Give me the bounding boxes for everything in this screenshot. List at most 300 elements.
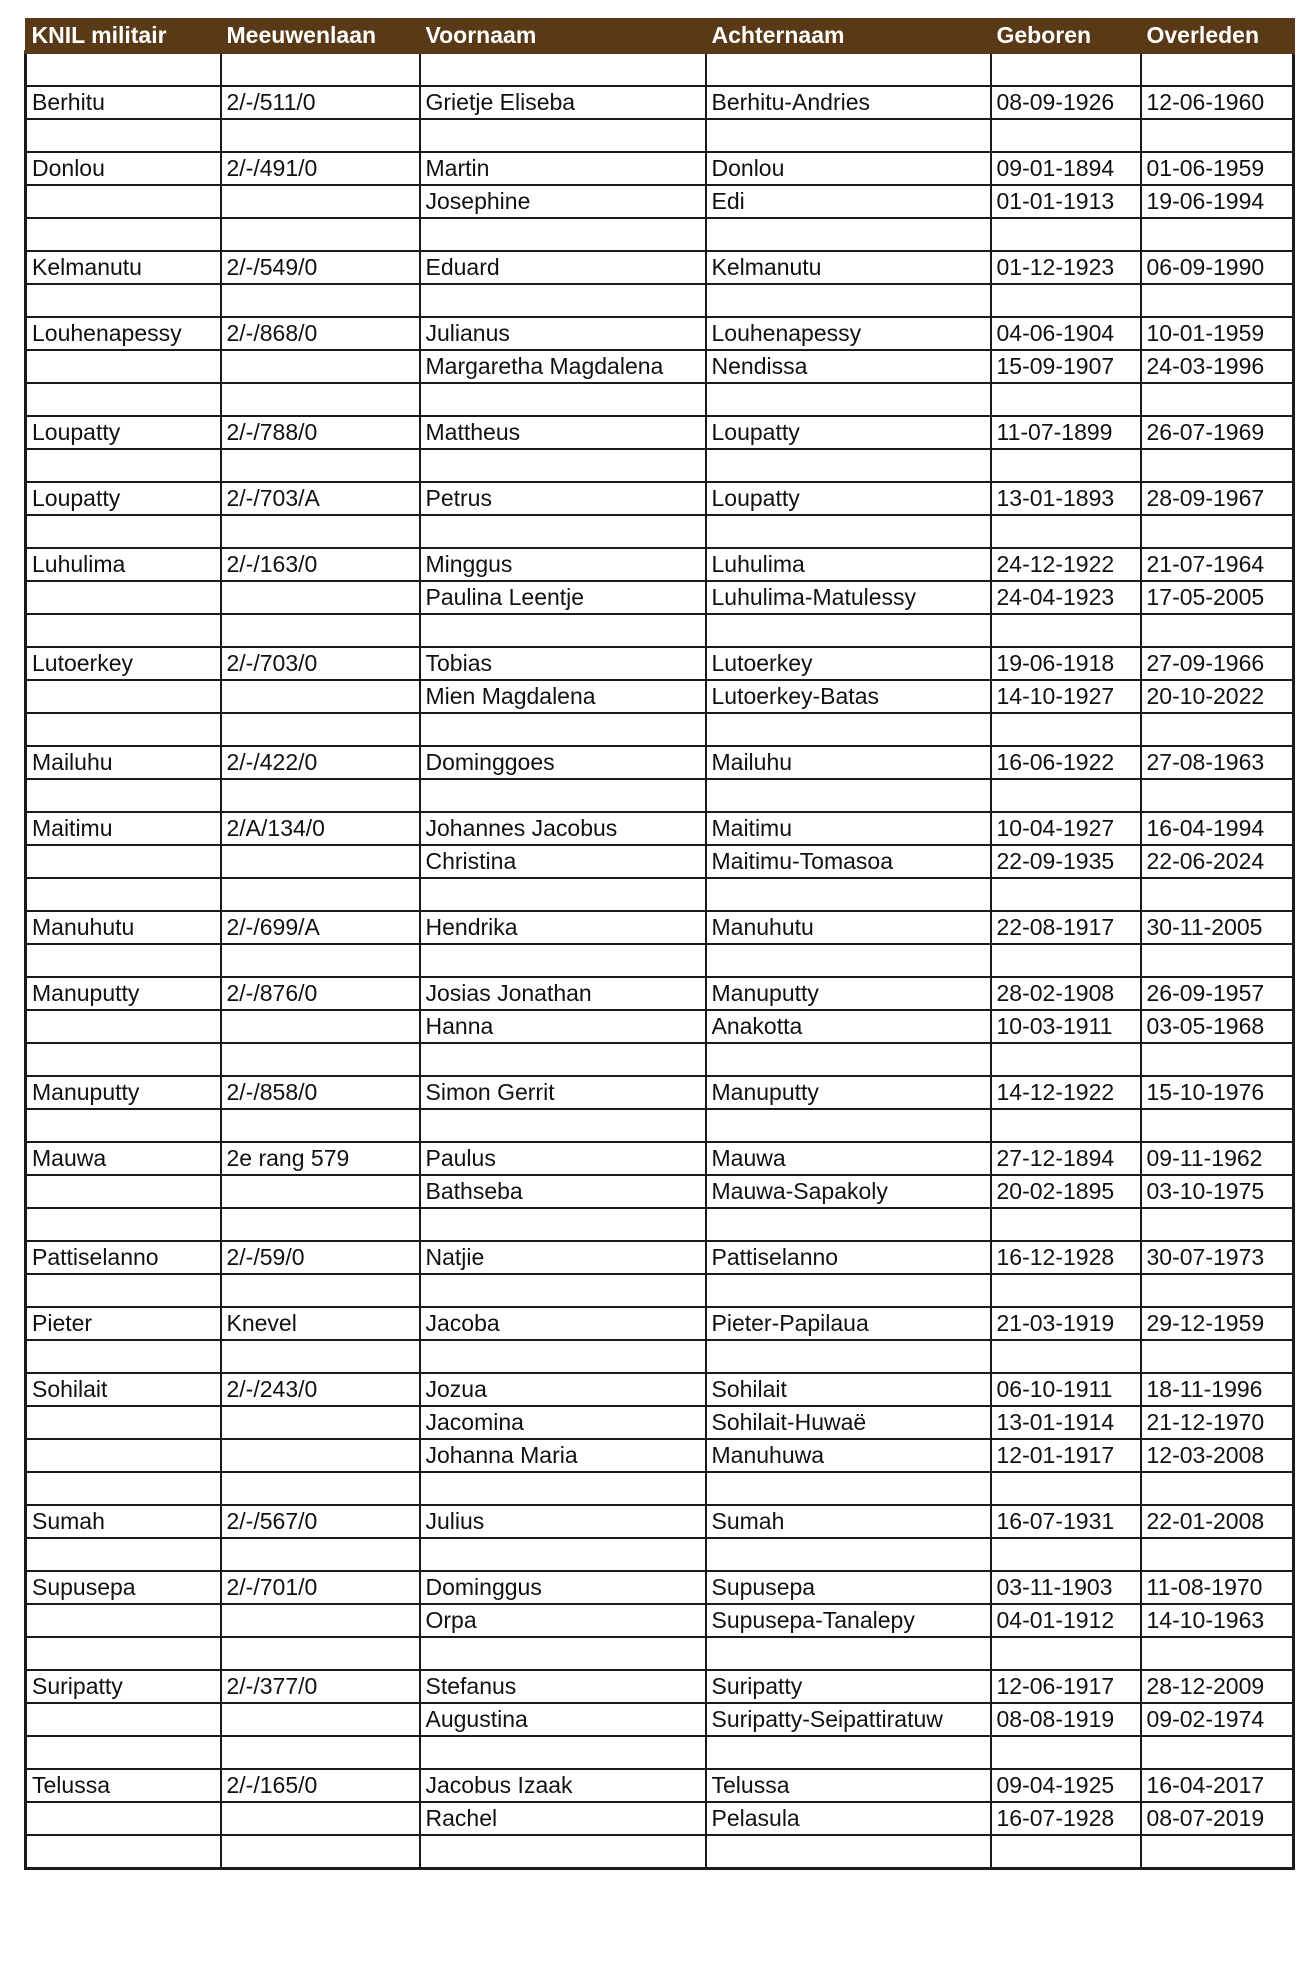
cell-knil-militair: Maitimu: [26, 812, 221, 845]
table-row: [26, 1109, 1294, 1142]
table-row: [26, 1010, 1294, 1043]
cell-overleden: 03-05-1968: [1141, 1010, 1294, 1043]
table-row: [26, 1604, 1294, 1637]
table-row: [26, 52, 1294, 86]
table-body: [26, 52, 1294, 1869]
cell-knil-militair: [26, 449, 221, 482]
cell-voornaam: Josias Jonathan: [420, 977, 706, 1010]
cell-geboren: 16-06-1922: [991, 746, 1141, 779]
cell-overleden: 14-10-1963: [1141, 1604, 1294, 1637]
cell-voornaam: [420, 1208, 706, 1241]
table-row: [26, 1703, 1294, 1736]
cell-achternaam: [706, 1043, 991, 1076]
cell-meeuwenlaan: [221, 1439, 420, 1472]
cell-overleden: 09-02-1974: [1141, 1703, 1294, 1736]
cell-meeuwenlaan: [221, 185, 420, 218]
cell-meeuwenlaan: [221, 1802, 420, 1835]
cell-meeuwenlaan: 2/-/59/0: [221, 1241, 420, 1274]
cell-geboren: [991, 944, 1141, 977]
cell-voornaam: Jacoba: [420, 1307, 706, 1340]
cell-voornaam: [420, 878, 706, 911]
cell-geboren: [991, 515, 1141, 548]
cell-voornaam: Tobias: [420, 647, 706, 680]
cell-meeuwenlaan: [221, 515, 420, 548]
cell-achternaam: Loupatty: [706, 416, 991, 449]
cell-meeuwenlaan: [221, 1604, 420, 1637]
cell-knil-militair: Loupatty: [26, 482, 221, 515]
table-row: [26, 977, 1294, 1010]
cell-knil-militair: Pattiselanno: [26, 1241, 221, 1274]
table-row: [26, 1505, 1294, 1538]
header-row: [26, 19, 1294, 52]
table-row: [26, 1472, 1294, 1505]
cell-overleden: [1141, 449, 1294, 482]
cell-achternaam: [706, 878, 991, 911]
cell-meeuwenlaan: [221, 713, 420, 746]
cell-meeuwenlaan: 2/A/134/0: [221, 812, 420, 845]
cell-geboren: 22-08-1917: [991, 911, 1141, 944]
cell-overleden: 21-07-1964: [1141, 548, 1294, 581]
cell-achternaam: [706, 515, 991, 548]
cell-knil-militair: Sumah: [26, 1505, 221, 1538]
cell-geboren: 24-04-1923: [991, 581, 1141, 614]
cell-achternaam: Pieter-Papilaua: [706, 1307, 991, 1340]
table-row: [26, 1406, 1294, 1439]
cell-geboren: 03-11-1903: [991, 1571, 1141, 1604]
cell-knil-militair: Kelmanutu: [26, 251, 221, 284]
cell-meeuwenlaan: [221, 119, 420, 152]
cell-knil-militair: [26, 1604, 221, 1637]
cell-achternaam: [706, 119, 991, 152]
cell-overleden: [1141, 1208, 1294, 1241]
cell-meeuwenlaan: 2/-/243/0: [221, 1373, 420, 1406]
table-row: [26, 515, 1294, 548]
table-row: [26, 1439, 1294, 1472]
cell-achternaam: [706, 1472, 991, 1505]
cell-geboren: 08-09-1926: [991, 86, 1141, 119]
cell-voornaam: Minggus: [420, 548, 706, 581]
cell-knil-militair: [26, 515, 221, 548]
cell-meeuwenlaan: [221, 1010, 420, 1043]
cell-voornaam: [420, 1736, 706, 1769]
table-row: [26, 680, 1294, 713]
cell-geboren: [991, 1274, 1141, 1307]
cell-voornaam: Jacomina: [420, 1406, 706, 1439]
cell-knil-militair: Supusepa: [26, 1571, 221, 1604]
cell-overleden: [1141, 1637, 1294, 1670]
cell-voornaam: [420, 614, 706, 647]
cell-achternaam: Pelasula: [706, 1802, 991, 1835]
cell-achternaam: [706, 52, 991, 86]
cell-meeuwenlaan: [221, 944, 420, 977]
table-row: [26, 383, 1294, 416]
cell-achternaam: Anakotta: [706, 1010, 991, 1043]
cell-knil-militair: [26, 713, 221, 746]
cell-knil-militair: [26, 614, 221, 647]
cell-overleden: 12-03-2008: [1141, 1439, 1294, 1472]
cell-achternaam: [706, 1637, 991, 1670]
cell-geboren: [991, 383, 1141, 416]
table-row: [26, 1241, 1294, 1274]
cell-geboren: [991, 284, 1141, 317]
cell-meeuwenlaan: Knevel: [221, 1307, 420, 1340]
cell-overleden: 20-10-2022: [1141, 680, 1294, 713]
table-row: [26, 317, 1294, 350]
cell-geboren: 11-07-1899: [991, 416, 1141, 449]
cell-voornaam: [420, 1538, 706, 1571]
cell-overleden: 09-11-1962: [1141, 1142, 1294, 1175]
cell-geboren: [991, 1637, 1141, 1670]
cell-voornaam: Petrus: [420, 482, 706, 515]
cell-voornaam: Mattheus: [420, 416, 706, 449]
cell-knil-militair: Lutoerkey: [26, 647, 221, 680]
cell-achternaam: Suripatty: [706, 1670, 991, 1703]
grave-register-sheet: [24, 18, 1292, 1870]
cell-overleden: 22-06-2024: [1141, 845, 1294, 878]
table-row: [26, 1670, 1294, 1703]
table-row: [26, 1637, 1294, 1670]
cell-overleden: [1141, 1274, 1294, 1307]
cell-meeuwenlaan: [221, 1637, 420, 1670]
cell-geboren: [991, 1538, 1141, 1571]
cell-voornaam: Bathseba: [420, 1175, 706, 1208]
cell-knil-militair: Loupatty: [26, 416, 221, 449]
cell-overleden: [1141, 1835, 1294, 1869]
cell-knil-militair: [26, 1802, 221, 1835]
table-row: [26, 1142, 1294, 1175]
cell-geboren: [991, 1736, 1141, 1769]
cell-knil-militair: Mailuhu: [26, 746, 221, 779]
table-row: [26, 548, 1294, 581]
cell-voornaam: [420, 1637, 706, 1670]
cell-geboren: 01-12-1923: [991, 251, 1141, 284]
cell-overleden: [1141, 944, 1294, 977]
table-row: [26, 185, 1294, 218]
header-voornaam: Voornaam: [420, 19, 706, 52]
cell-achternaam: [706, 779, 991, 812]
cell-achternaam: Supusepa-Tanalepy: [706, 1604, 991, 1637]
cell-overleden: 17-05-2005: [1141, 581, 1294, 614]
table-row: [26, 350, 1294, 383]
cell-achternaam: Manuhutu: [706, 911, 991, 944]
cell-overleden: 16-04-2017: [1141, 1769, 1294, 1802]
table-row: [26, 1802, 1294, 1835]
table-row: [26, 1208, 1294, 1241]
cell-geboren: 16-07-1928: [991, 1802, 1141, 1835]
cell-meeuwenlaan: [221, 779, 420, 812]
cell-geboren: [991, 1208, 1141, 1241]
cell-geboren: [991, 614, 1141, 647]
cell-overleden: [1141, 218, 1294, 251]
cell-voornaam: [420, 1109, 706, 1142]
header-geboren: Geboren: [991, 19, 1141, 52]
cell-geboren: 01-01-1913: [991, 185, 1141, 218]
table-row: [26, 416, 1294, 449]
table-row: [26, 1175, 1294, 1208]
cell-achternaam: [706, 1109, 991, 1142]
cell-achternaam: [706, 1340, 991, 1373]
cell-voornaam: Orpa: [420, 1604, 706, 1637]
table-row: [26, 1307, 1294, 1340]
cell-overleden: [1141, 1538, 1294, 1571]
cell-meeuwenlaan: [221, 350, 420, 383]
cell-knil-militair: [26, 119, 221, 152]
cell-geboren: 10-04-1927: [991, 812, 1141, 845]
cell-voornaam: Paulina Leentje: [420, 581, 706, 614]
table-row: [26, 152, 1294, 185]
cell-geboren: 12-06-1917: [991, 1670, 1141, 1703]
table-row: [26, 1043, 1294, 1076]
cell-voornaam: Simon Gerrit: [420, 1076, 706, 1109]
cell-voornaam: Julius: [420, 1505, 706, 1538]
table-row: [26, 119, 1294, 152]
cell-voornaam: Dominggoes: [420, 746, 706, 779]
cell-overleden: [1141, 1736, 1294, 1769]
cell-meeuwenlaan: [221, 1703, 420, 1736]
cell-knil-militair: [26, 845, 221, 878]
cell-voornaam: [420, 284, 706, 317]
cell-voornaam: [420, 383, 706, 416]
cell-meeuwenlaan: 2/-/701/0: [221, 1571, 420, 1604]
cell-meeuwenlaan: [221, 383, 420, 416]
cell-achternaam: [706, 284, 991, 317]
header-achternaam: Achternaam: [706, 19, 991, 52]
cell-achternaam: [706, 1736, 991, 1769]
cell-voornaam: [420, 449, 706, 482]
cell-overleden: [1141, 878, 1294, 911]
cell-knil-militair: Louhenapessy: [26, 317, 221, 350]
table-row: [26, 1274, 1294, 1307]
cell-knil-militair: Telussa: [26, 1769, 221, 1802]
cell-voornaam: Jozua: [420, 1373, 706, 1406]
cell-voornaam: Mien Magdalena: [420, 680, 706, 713]
cell-geboren: [991, 1109, 1141, 1142]
cell-achternaam: Manuputty: [706, 1076, 991, 1109]
cell-voornaam: [420, 515, 706, 548]
cell-overleden: [1141, 1472, 1294, 1505]
cell-overleden: 30-07-1973: [1141, 1241, 1294, 1274]
cell-achternaam: [706, 383, 991, 416]
cell-knil-militair: [26, 350, 221, 383]
table-row: [26, 482, 1294, 515]
cell-knil-militair: [26, 944, 221, 977]
cell-overleden: 27-09-1966: [1141, 647, 1294, 680]
cell-overleden: 27-08-1963: [1141, 746, 1294, 779]
cell-voornaam: Natjie: [420, 1241, 706, 1274]
cell-knil-militair: [26, 383, 221, 416]
cell-knil-militair: [26, 779, 221, 812]
cell-voornaam: Dominggus: [420, 1571, 706, 1604]
cell-achternaam: [706, 1538, 991, 1571]
table-row: [26, 878, 1294, 911]
cell-achternaam: [706, 1274, 991, 1307]
cell-knil-militair: [26, 1835, 221, 1869]
cell-meeuwenlaan: [221, 1109, 420, 1142]
cell-meeuwenlaan: [221, 1208, 420, 1241]
table-row: [26, 581, 1294, 614]
cell-meeuwenlaan: [221, 581, 420, 614]
cell-meeuwenlaan: 2/-/377/0: [221, 1670, 420, 1703]
cell-meeuwenlaan: [221, 1175, 420, 1208]
cell-overleden: [1141, 284, 1294, 317]
cell-knil-militair: Manuputty: [26, 1076, 221, 1109]
cell-knil-militair: [26, 680, 221, 713]
cell-achternaam: [706, 713, 991, 746]
table-row: [26, 1076, 1294, 1109]
cell-voornaam: Martin: [420, 152, 706, 185]
cell-meeuwenlaan: [221, 1406, 420, 1439]
cell-achternaam: Louhenapessy: [706, 317, 991, 350]
cell-voornaam: Johanna Maria: [420, 1439, 706, 1472]
cell-overleden: 30-11-2005: [1141, 911, 1294, 944]
cell-knil-militair: Suripatty: [26, 1670, 221, 1703]
cell-knil-militair: [26, 1736, 221, 1769]
cell-voornaam: [420, 218, 706, 251]
cell-voornaam: [420, 119, 706, 152]
cell-voornaam: [420, 52, 706, 86]
table-row: [26, 86, 1294, 119]
cell-geboren: 20-02-1895: [991, 1175, 1141, 1208]
cell-achternaam: Mailuhu: [706, 746, 991, 779]
cell-knil-militair: Mauwa: [26, 1142, 221, 1175]
table-row: [26, 647, 1294, 680]
cell-overleden: 11-08-1970: [1141, 1571, 1294, 1604]
cell-achternaam: Luhulima-Matulessy: [706, 581, 991, 614]
cell-achternaam: Sumah: [706, 1505, 991, 1538]
cell-voornaam: [420, 713, 706, 746]
table-row: [26, 845, 1294, 878]
cell-geboren: 04-06-1904: [991, 317, 1141, 350]
cell-achternaam: Sohilait: [706, 1373, 991, 1406]
cell-meeuwenlaan: 2/-/422/0: [221, 746, 420, 779]
cell-voornaam: [420, 779, 706, 812]
table-row: [26, 449, 1294, 482]
cell-meeuwenlaan: [221, 1043, 420, 1076]
cell-knil-militair: [26, 284, 221, 317]
cell-overleden: 18-11-1996: [1141, 1373, 1294, 1406]
cell-achternaam: [706, 944, 991, 977]
cell-overleden: 16-04-1994: [1141, 812, 1294, 845]
cell-knil-militair: [26, 1109, 221, 1142]
table-row: [26, 1769, 1294, 1802]
table-row: [26, 1373, 1294, 1406]
cell-meeuwenlaan: [221, 680, 420, 713]
cell-overleden: 21-12-1970: [1141, 1406, 1294, 1439]
cell-achternaam: Kelmanutu: [706, 251, 991, 284]
cell-voornaam: Paulus: [420, 1142, 706, 1175]
table-row: [26, 1538, 1294, 1571]
cell-meeuwenlaan: 2/-/876/0: [221, 977, 420, 1010]
cell-achternaam: Lutoerkey: [706, 647, 991, 680]
cell-geboren: [991, 1472, 1141, 1505]
cell-knil-militair: Donlou: [26, 152, 221, 185]
cell-meeuwenlaan: 2/-/858/0: [221, 1076, 420, 1109]
cell-geboren: 09-01-1894: [991, 152, 1141, 185]
table-row: [26, 614, 1294, 647]
cell-overleden: [1141, 1109, 1294, 1142]
cell-voornaam: Johannes Jacobus: [420, 812, 706, 845]
cell-knil-militair: [26, 1406, 221, 1439]
grave-register-table: [24, 18, 1295, 1870]
cell-overleden: 29-12-1959: [1141, 1307, 1294, 1340]
header-overleden: Overleden: [1141, 19, 1294, 52]
table-header: [26, 19, 1294, 52]
cell-geboren: 16-12-1928: [991, 1241, 1141, 1274]
cell-geboren: 12-01-1917: [991, 1439, 1141, 1472]
cell-geboren: 14-12-1922: [991, 1076, 1141, 1109]
cell-knil-militair: [26, 1010, 221, 1043]
table-row: [26, 1340, 1294, 1373]
cell-geboren: 21-03-1919: [991, 1307, 1141, 1340]
cell-achternaam: Telussa: [706, 1769, 991, 1802]
cell-knil-militair: [26, 878, 221, 911]
cell-geboren: [991, 779, 1141, 812]
cell-achternaam: [706, 1835, 991, 1869]
cell-knil-militair: Sohilait: [26, 1373, 221, 1406]
cell-meeuwenlaan: 2e rang 579: [221, 1142, 420, 1175]
cell-meeuwenlaan: 2/-/511/0: [221, 86, 420, 119]
cell-meeuwenlaan: [221, 1538, 420, 1571]
cell-geboren: [991, 52, 1141, 86]
cell-overleden: 24-03-1996: [1141, 350, 1294, 383]
cell-achternaam: [706, 614, 991, 647]
table-row: [26, 812, 1294, 845]
cell-geboren: [991, 1340, 1141, 1373]
cell-overleden: [1141, 779, 1294, 812]
cell-knil-militair: [26, 1208, 221, 1241]
cell-knil-militair: [26, 1538, 221, 1571]
cell-achternaam: Maitimu: [706, 812, 991, 845]
table-row: [26, 944, 1294, 977]
cell-overleden: [1141, 383, 1294, 416]
cell-achternaam: Mauwa-Sapakoly: [706, 1175, 991, 1208]
cell-achternaam: Suripatty-Seipattiratuw: [706, 1703, 991, 1736]
cell-knil-militair: [26, 1439, 221, 1472]
cell-geboren: [991, 713, 1141, 746]
cell-meeuwenlaan: [221, 1340, 420, 1373]
cell-meeuwenlaan: [221, 878, 420, 911]
cell-overleden: 22-01-2008: [1141, 1505, 1294, 1538]
cell-achternaam: Edi: [706, 185, 991, 218]
cell-meeuwenlaan: [221, 1274, 420, 1307]
cell-meeuwenlaan: [221, 449, 420, 482]
cell-meeuwenlaan: 2/-/868/0: [221, 317, 420, 350]
cell-achternaam: Berhitu-Andries: [706, 86, 991, 119]
cell-meeuwenlaan: [221, 614, 420, 647]
cell-overleden: 26-09-1957: [1141, 977, 1294, 1010]
cell-meeuwenlaan: [221, 218, 420, 251]
cell-knil-militair: Luhulima: [26, 548, 221, 581]
cell-achternaam: Manuputty: [706, 977, 991, 1010]
cell-meeuwenlaan: 2/-/163/0: [221, 548, 420, 581]
cell-voornaam: Hendrika: [420, 911, 706, 944]
cell-geboren: 14-10-1927: [991, 680, 1141, 713]
cell-voornaam: [420, 1274, 706, 1307]
cell-overleden: 15-10-1976: [1141, 1076, 1294, 1109]
cell-knil-militair: Pieter: [26, 1307, 221, 1340]
cell-geboren: 24-12-1922: [991, 548, 1141, 581]
cell-voornaam: Margaretha Magdalena: [420, 350, 706, 383]
cell-achternaam: [706, 218, 991, 251]
cell-achternaam: Sohilait-Huwaë: [706, 1406, 991, 1439]
cell-achternaam: Pattiselanno: [706, 1241, 991, 1274]
cell-voornaam: Julianus: [420, 317, 706, 350]
cell-meeuwenlaan: 2/-/567/0: [221, 1505, 420, 1538]
cell-geboren: 16-07-1931: [991, 1505, 1141, 1538]
cell-overleden: [1141, 119, 1294, 152]
cell-knil-militair: [26, 1274, 221, 1307]
cell-geboren: 28-02-1908: [991, 977, 1141, 1010]
